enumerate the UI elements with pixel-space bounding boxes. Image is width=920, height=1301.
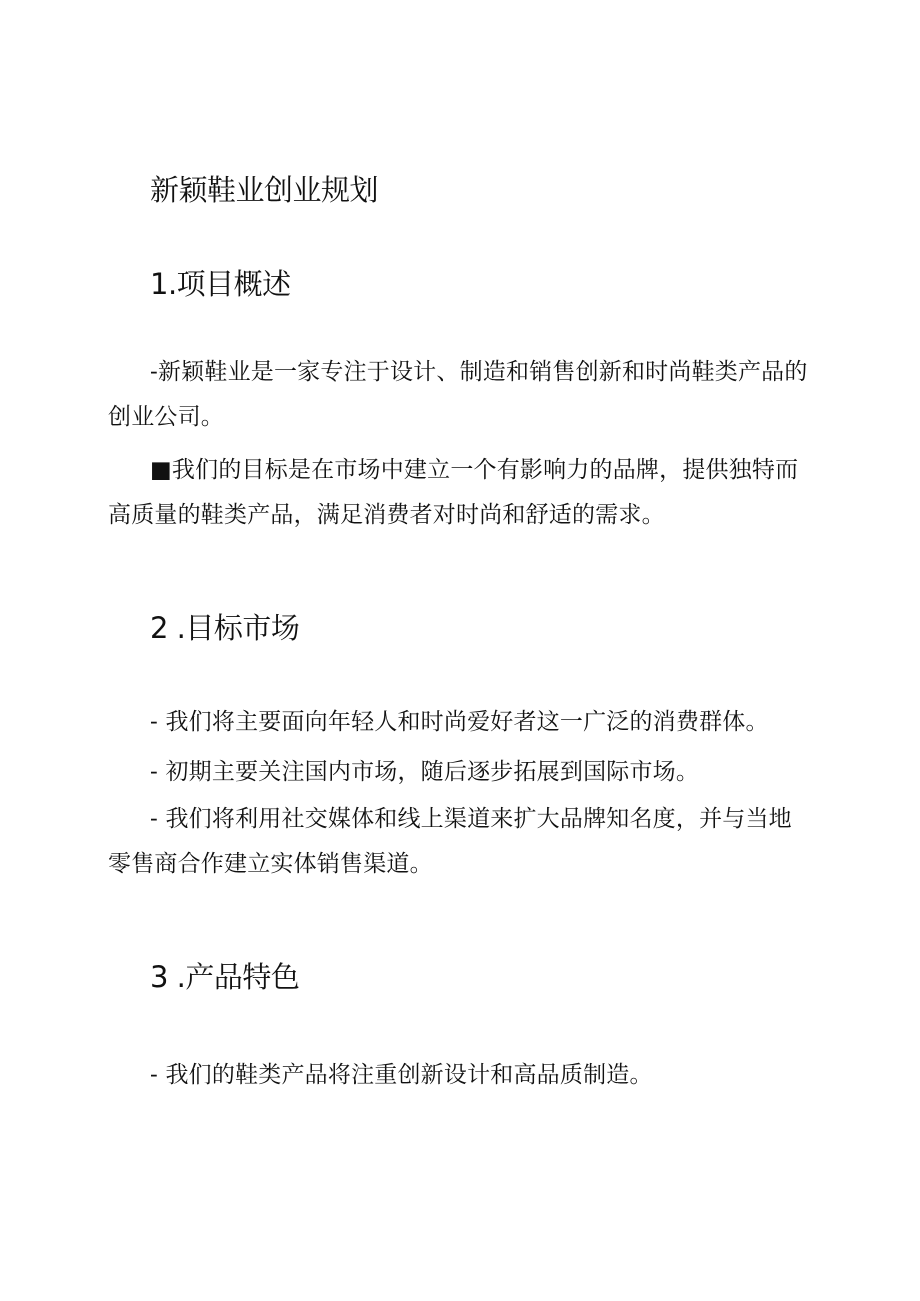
paragraph: - 我们的鞋类产品将注重创新设计和高品质制造。 (150, 1062, 653, 1088)
paragraph: ■我们的目标是在市场中建立一个有影响力的品牌，提供独特而高质量的鞋类产品，满足消费者对时尚和舒适的需求。 (108, 457, 799, 528)
document-title: 新颖鞋业创业规划 (150, 173, 379, 207)
paragraph: - 我们将主要面向年轻人和时尚爱好者这一广泛的消费群体。 (150, 709, 769, 735)
paragraph: -新颖鞋业是一家专注于设计、制造和销售创新和时尚鞋类产品的创业公司。 (108, 359, 808, 430)
section-heading-project-overview: 1.项目概述 (150, 267, 291, 301)
section-heading-product-features: 3 .产品特色 (150, 960, 300, 994)
paragraph: - 初期主要关注国内市场，随后逐步拓展到国际市场。 (150, 759, 700, 785)
section-heading-target-market: 2 .目标市场 (150, 611, 300, 645)
paragraph: - 我们将利用社交媒体和线上渠道来扩大品牌知名度，并与当地零售商合作建立实体销售渠道。 (108, 806, 792, 877)
